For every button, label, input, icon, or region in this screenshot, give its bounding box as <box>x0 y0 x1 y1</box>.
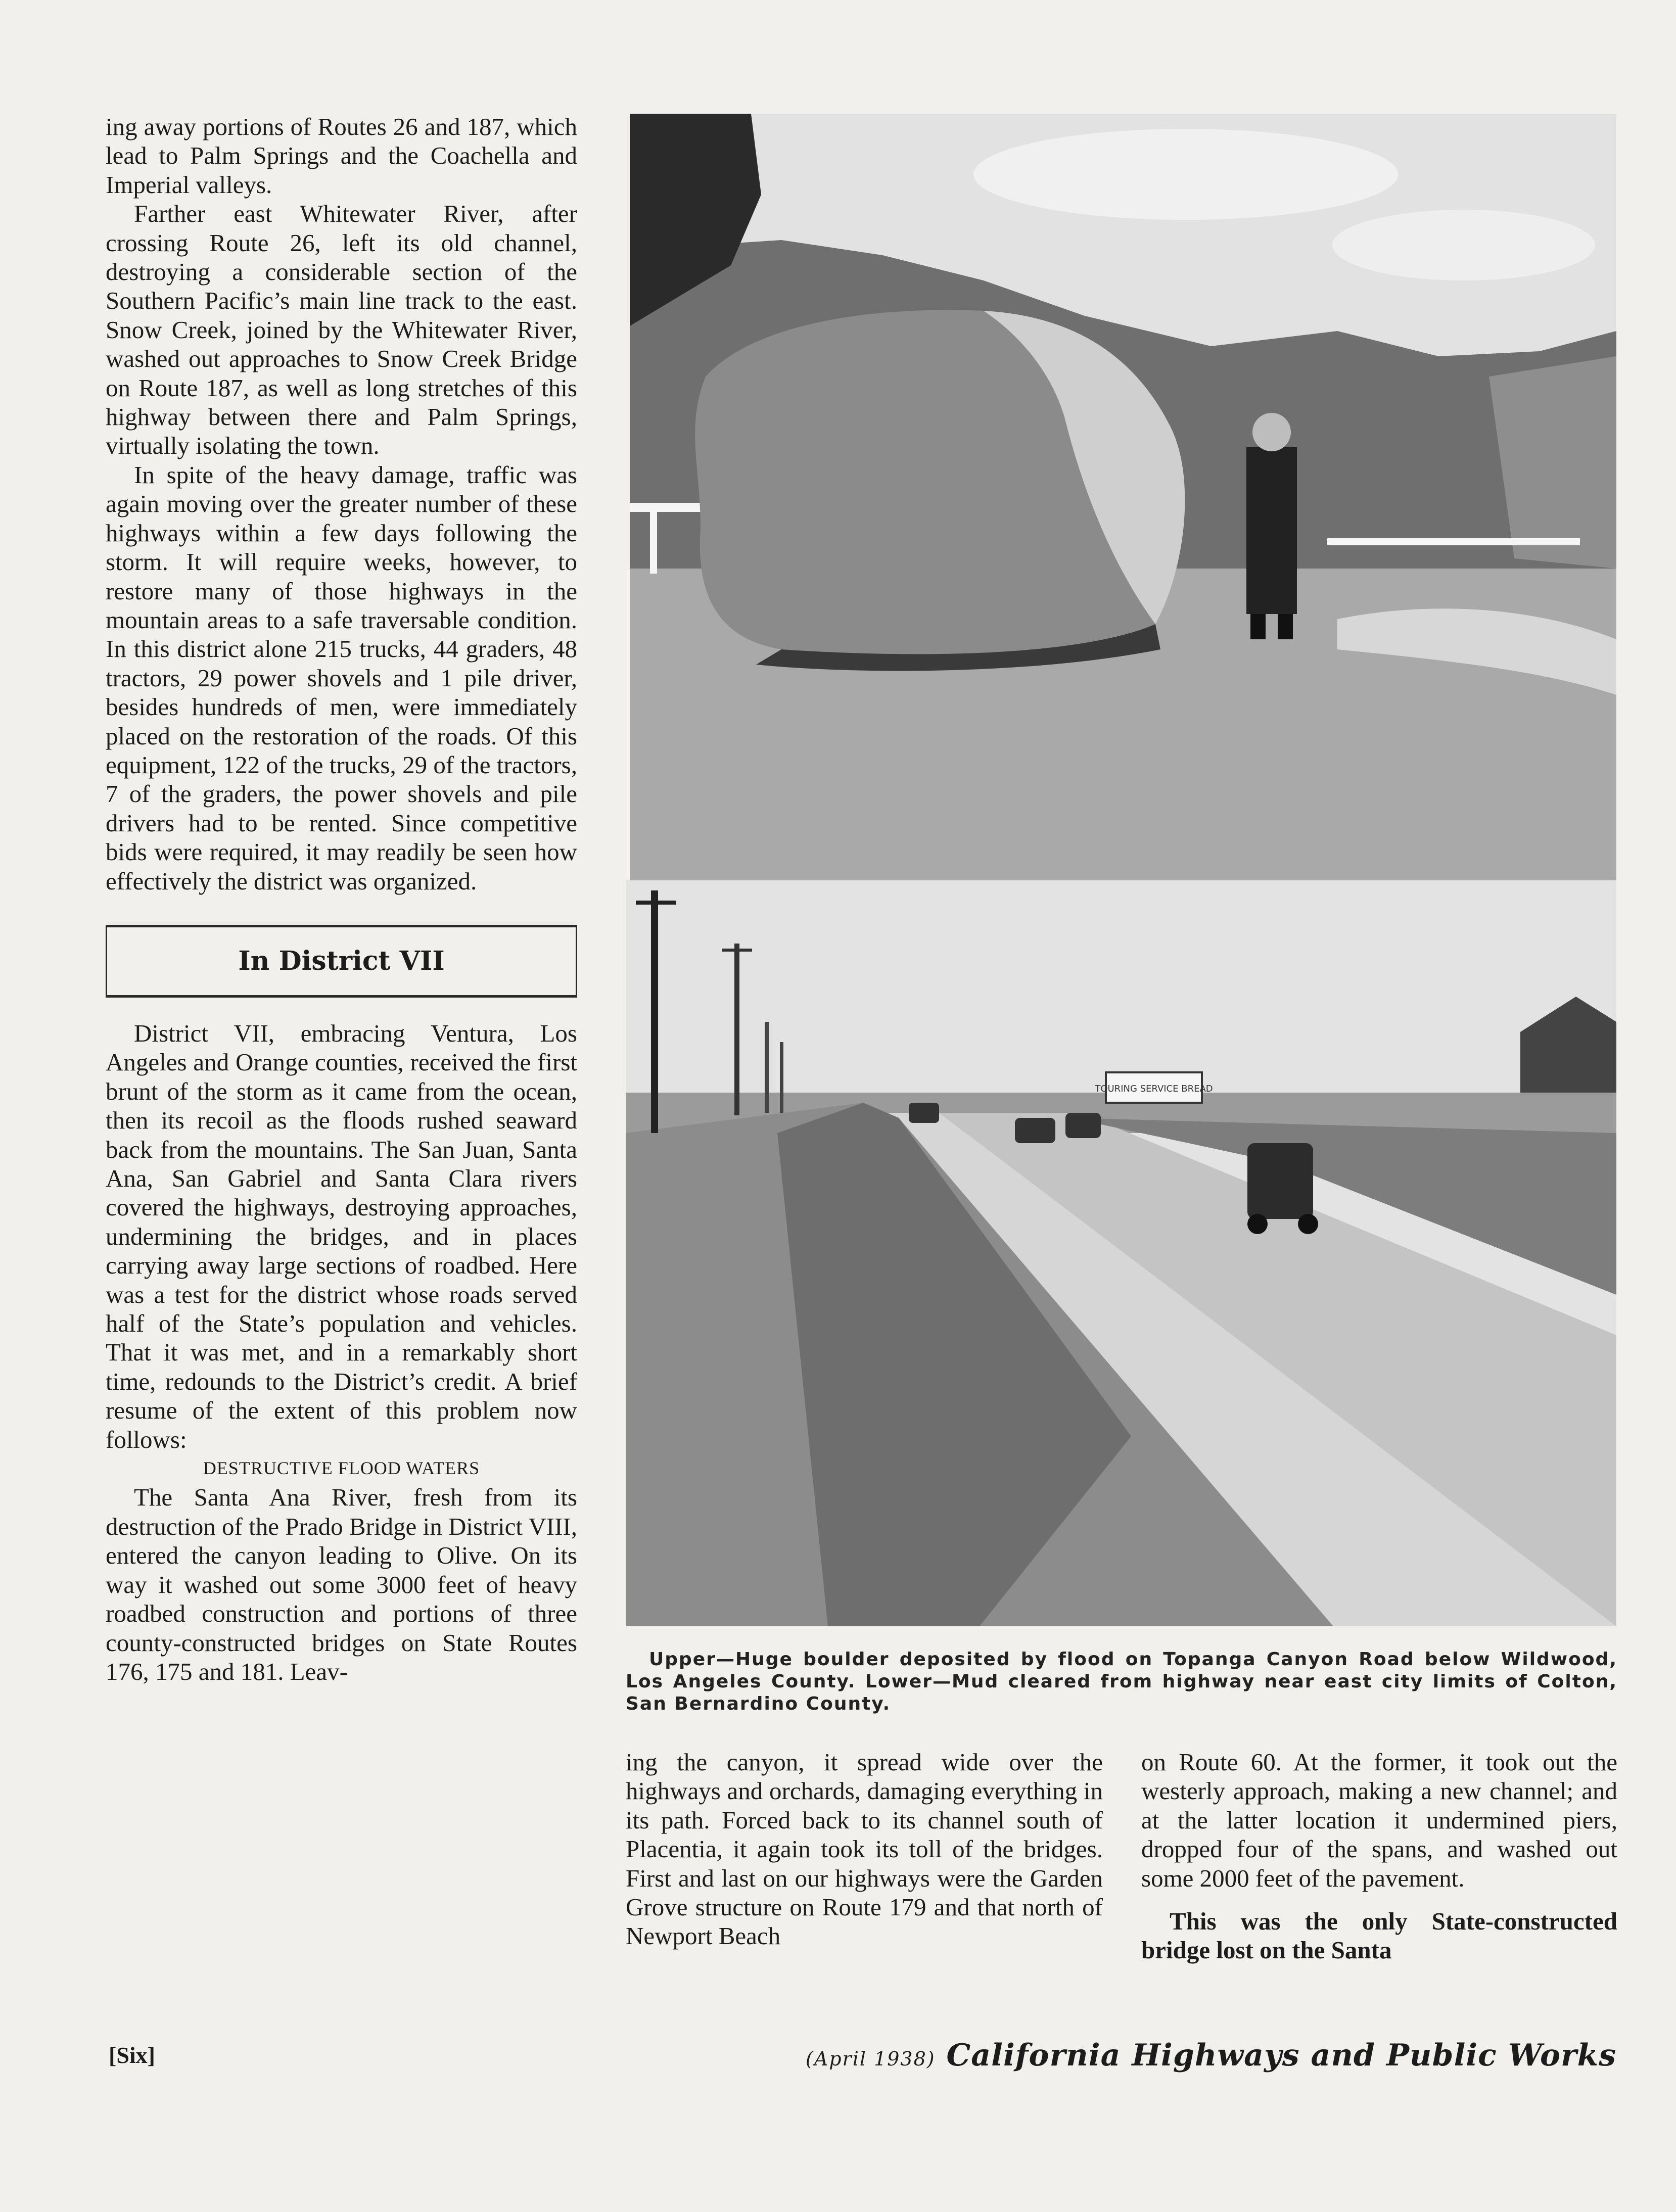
right-column <box>1141 1748 1617 1965</box>
left-column <box>106 112 577 1686</box>
bold-paragraph: This was the only State-constructed bridge lost on the Santa <box>1141 1907 1617 1964</box>
boulder-photo-illustration <box>630 114 1616 880</box>
photo-caption <box>626 1649 1617 1715</box>
issue-date: (April 1938) <box>805 2048 936 2070</box>
section-heading-box <box>106 925 577 998</box>
paragraph: ing away portions of Routes 26 and 187, which lead to Palm Springs and the Coachella and Imperial valleys. <box>106 113 577 199</box>
paragraph: The Santa Ana River, fresh from its destruction of the Prado Bridge in District VIII, entered the canyon leading to Olive. On its way it washed out some 3000 feet of heavy roadbed construction and portions of three county-constructed bridges on State Routes 176, 175 and 181. Leav- <box>106 1483 577 1685</box>
photo-cleared-highway <box>626 880 1616 1626</box>
billboard-text: TOURING SERVICE BREAD <box>1095 1084 1213 1094</box>
middle-column <box>626 1748 1103 1951</box>
paragraph: ing the canyon, it spread wide over the highways and orchards, damaging everything in its path. Forced back to its channel south of Placentia, it again took its toll of the bridges. First and last on our highways were the Garden Grove structure on Route 179 and that north of Newport Beach <box>626 1748 1103 1950</box>
publication-footer <box>806 2038 1616 2073</box>
photo-boulder <box>630 114 1616 880</box>
paragraph: District VII, embracing Ventura, Los Angeles and Orange counties, received the first brunt of the storm as it came from the ocean, then its recoil as the floods rushed seaward back from the mountains. The San Juan, Santa Ana, San Gabriel and Santa Clara rivers covered the highways, destroying approaches, undermining the bridges, and in places carrying away large sections of roadbed. Here was a test for the district whose roads served half of the State’s population and vehicles. That it was met, and in a remarkably short time, redounds to the District’s credit. A brief resume of the extent of this problem now follows: <box>106 1019 577 1453</box>
paragraph: In spite of the heavy damage, traffic was again moving over the greater number of these highways within a few days following the storm. It will require weeks, however, to restore many of those highways in the mountain areas to a safe traversable condition. In this district alone 215 trucks, 44 graders, 48 tractors, 29 power shovels and 1 pile driver, besides hundreds of men, were immediately placed on the restoration of the roads. Of this equipment, 122 of the trucks, 29 of the tractors, 7 of the graders, the power shovels and pile drivers had to be rented. Since competitive bids were required, it may readily be seen how effectively the district was organized. <box>106 460 577 895</box>
page-number: [Six] <box>109 2042 155 2068</box>
subheading: DESTRUCTIVE FLOOD WATERS <box>203 1458 480 1479</box>
publication-title: California Highways and Public Works <box>946 2038 1616 2073</box>
caption-text: Upper—Huge boulder deposited by flood on Topanga Canyon Road below Wildwood, Los Angeles County. Lower—Mud cleared from highway near east city limits of Colton, San Bernardino County. <box>626 1649 1617 1714</box>
paragraph: Farther east Whitewater River, after crossing Route 26, left its old channel, destroying a considerable section of the Southern Pacific’s main line track to the east. Snow Creek, joined by the Whitewater River, washed out approaches to Snow Creek Bridge on Route 187, as well as long stretches of this highway between there and Palm Springs, virtually isolating the town. <box>106 200 577 460</box>
section-heading: In District VII <box>238 946 445 977</box>
highway-photo-illustration <box>626 880 1616 1626</box>
paragraph: on Route 60. At the former, it took out the westerly approach, making a new channel; and at the latter location it undermined piers, dropped four of the spans, and washed out some 2000 feet of the pavement. <box>1141 1748 1617 1892</box>
